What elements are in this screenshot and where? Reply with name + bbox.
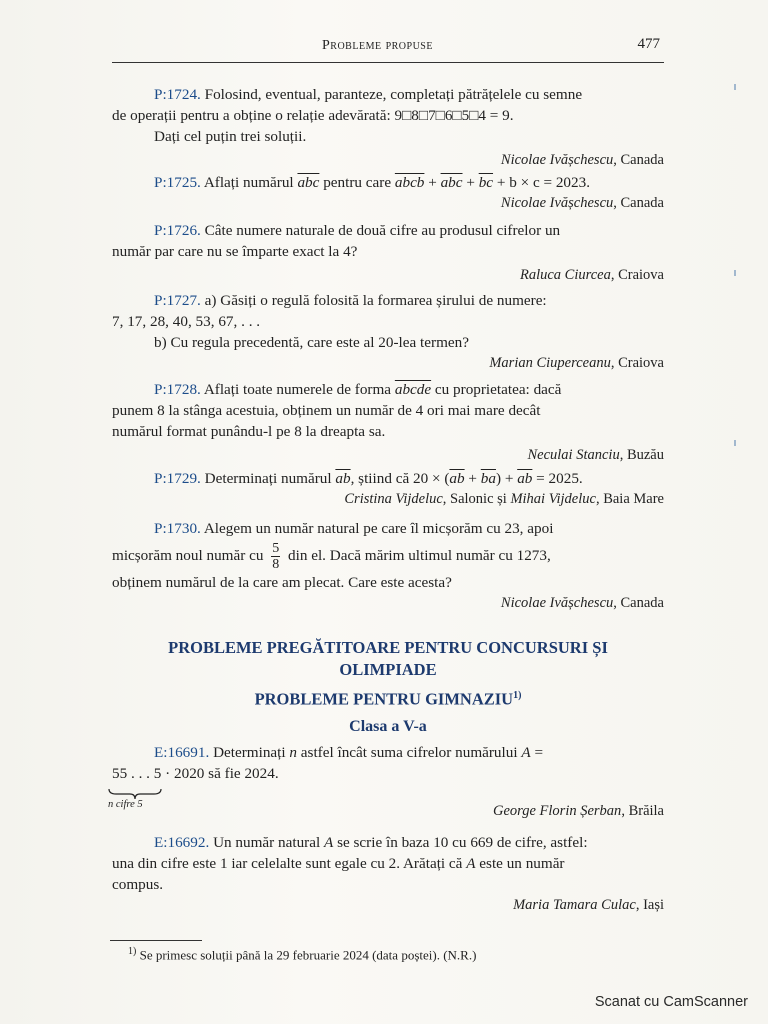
overline-number: abcb bbox=[394, 174, 425, 191]
overline-number: $\overline{ab}$ bbox=[449, 470, 465, 487]
overline-number: $\overline{bc}$ bbox=[478, 174, 494, 191]
problem-text: obținem numărul de la care am plecat. Care este acesta? bbox=[112, 574, 452, 591]
problem-text: din el. Dacă mărim ultimul număr cu 1273, bbox=[288, 546, 551, 564]
repeated-digits: 55 . . . 5 bbox=[112, 765, 162, 782]
problem-text: punem 8 la stânga acestuia, obținem un număr de 4 ori mai mare decât bbox=[112, 402, 541, 419]
problem-1725: P:1725. Aflați numărul $\overline{abc}$ pentru care abcb + $\overline{abc} + \overline{bc} + b \times c = 2023$. Nicolae Ivășchescu, Canada bbox=[112, 172, 664, 214]
section-subtitle: PROBLEME PENTRU GIMNAZIU$^{1)}$ bbox=[254, 689, 522, 709]
problem-1729: P:1729. Determinați numărul $\overline{ab}$, știind că $20 \times (\overline{ab} + \overline{ba}) + \overline{ab} = 2025$. Cristina Vijdeluc, Salonic și Mihai Vijdeluc, Baia Mare bbox=[112, 468, 664, 510]
brace-label: n cifre 5 bbox=[108, 799, 143, 810]
problem-text: pentru care bbox=[323, 174, 392, 191]
problem-text: Aflați toate numerele de forma bbox=[203, 381, 392, 398]
problem-text: număr par care nu se împarte exact la 4? bbox=[112, 243, 358, 260]
problem-text: Folosind, eventual, paranteze, completați pătrățelele cu semne bbox=[204, 86, 583, 103]
running-title: Probleme propuse bbox=[322, 38, 433, 53]
exercise-16692: E:16692. Un număr natural A se scrie în baza 10 cu 669 de cifre, astfel: una din cifre este 1 iar celelalte sunt egale cu 2. Arătați că A este un număr compus. Maria Tamara Culac, Iași bbox=[112, 832, 664, 916]
problem-author: Marian Ciuperceanu, Craiova bbox=[489, 355, 664, 371]
problem-id: P:1728. bbox=[154, 381, 201, 398]
problem-text: compus. bbox=[112, 876, 164, 893]
math-expression: 9□8□7□6□5□4 = 9. bbox=[394, 107, 514, 124]
page-number: 477 bbox=[637, 36, 660, 52]
problem-text: Dați cel puțin trei soluții. bbox=[154, 128, 307, 145]
footnote-text: Se primesc soluții până la 29 februarie 2024 (data poștei). (N.R.) bbox=[139, 947, 477, 963]
problem-id: P:1727. bbox=[154, 292, 201, 309]
problem-1730 bbox=[112, 518, 664, 614]
exercise-16691-author bbox=[112, 798, 664, 822]
class-heading: Clasa a V-a bbox=[349, 718, 427, 735]
problem-text: astfel încât suma cifrelor numărului bbox=[300, 744, 518, 761]
scan-mark bbox=[734, 84, 736, 90]
problem-text: a) Găsiți o regulă folosită la formarea șirului de numere: bbox=[204, 292, 547, 309]
problem-text: Alegem un număr natural pe care îl micșorăm cu 23, apoi bbox=[203, 520, 554, 537]
scan-mark bbox=[734, 440, 736, 446]
problem-text: Aflați numărul bbox=[203, 174, 294, 191]
footnote-rule bbox=[110, 940, 202, 941]
overline-number: $\overline{ba}$ bbox=[480, 470, 496, 487]
exercise-16691: E:16691. Determinați n astfel încât suma cifrelor numărului A = 55 . . . 5 · 2020 să fie 2024. bbox=[112, 744, 544, 782]
problem-author: Nicolae Ivășchescu, Canada bbox=[500, 195, 664, 211]
problem-text: b) Cu regula precedentă, care este al 20-lea termen? bbox=[154, 334, 469, 351]
fraction: $\frac{5}{8}$ bbox=[272, 541, 280, 572]
scanner-watermark: Scanat cu CamScanner bbox=[594, 994, 748, 1010]
problem-text: Determinați numărul bbox=[204, 470, 332, 487]
problem-id: E:16691. bbox=[154, 744, 210, 761]
footnote bbox=[128, 946, 476, 963]
footnote-mark: 1) bbox=[128, 946, 137, 957]
problem-author: Nicolae Ivășchescu, Canada bbox=[500, 595, 664, 611]
running-head bbox=[112, 36, 664, 63]
problem-text: Câte numere naturale de două cifre au produsul cifrelor un bbox=[204, 222, 561, 239]
problem-text: este un număr bbox=[479, 855, 565, 872]
problem-1726 bbox=[112, 220, 664, 286]
problem-text: Un număr natural bbox=[213, 834, 321, 851]
problem-1724 bbox=[112, 84, 664, 171]
problem-author: Neculai Stanciu, Buzău bbox=[527, 447, 664, 463]
problem-1728 bbox=[112, 379, 664, 466]
problem-id: P:1724. bbox=[154, 86, 201, 103]
footnote-ref: 1) bbox=[513, 690, 522, 701]
scan-mark bbox=[734, 270, 736, 276]
overline-number: $\overline{ab}$ bbox=[335, 470, 351, 487]
problem-id: P:1725. bbox=[154, 174, 201, 191]
problem-1727 bbox=[112, 290, 664, 374]
problem-text: una din cifre este 1 iar celelalte sunt egale cu 2. Arătați că bbox=[112, 855, 463, 872]
section-title: PROBLEME PREGĂTITOARE PENTRU CONCURSURI ȘI OLIMPIADE bbox=[168, 638, 608, 679]
problem-id: E:16692. bbox=[154, 834, 210, 851]
problem-text: micșorăm noul număr cu bbox=[112, 546, 264, 564]
problem-text: se scrie în baza 10 cu 669 de cifre, astfel: bbox=[337, 834, 588, 851]
problem-text: numărul format punându-l pe 8 la dreapta sa. bbox=[112, 423, 386, 440]
problem-author: George Florin Șerban, Brăila bbox=[492, 803, 664, 819]
overline-number: $\overline{ab}$ bbox=[517, 470, 533, 487]
number-sequence: 7, 17, 28, 40, 53, 67, . . . bbox=[112, 313, 261, 330]
problem-id: P:1730. bbox=[154, 520, 201, 537]
problem-text: Determinați bbox=[213, 744, 286, 761]
problem-author: Cristina Vijdeluc, Salonic și Mihai Vijdeluc, Baia Mare bbox=[344, 491, 664, 507]
problem-author: Maria Tamara Culac, Iași bbox=[513, 897, 664, 913]
problem-text: · 2020 să fie 2024. bbox=[161, 765, 279, 782]
overline-number: abcde bbox=[394, 381, 432, 398]
math-expression: + b × c = 2023. bbox=[493, 174, 591, 191]
overline-number: $\overline{abc}$ bbox=[297, 174, 320, 191]
problem-id: P:1729. bbox=[154, 470, 201, 487]
problem-author: Nicolae Ivășchescu, Canada bbox=[500, 152, 664, 168]
problem-author: Raluca Ciurcea, Craiova bbox=[519, 267, 664, 283]
problem-text: cu proprietatea: dacă bbox=[434, 381, 562, 398]
problem-id: P:1726. bbox=[154, 222, 201, 239]
problem-text: de operații pentru a obține o relație adevărată: bbox=[112, 107, 391, 124]
overline-number: $\overline{abc}$ bbox=[440, 174, 463, 191]
